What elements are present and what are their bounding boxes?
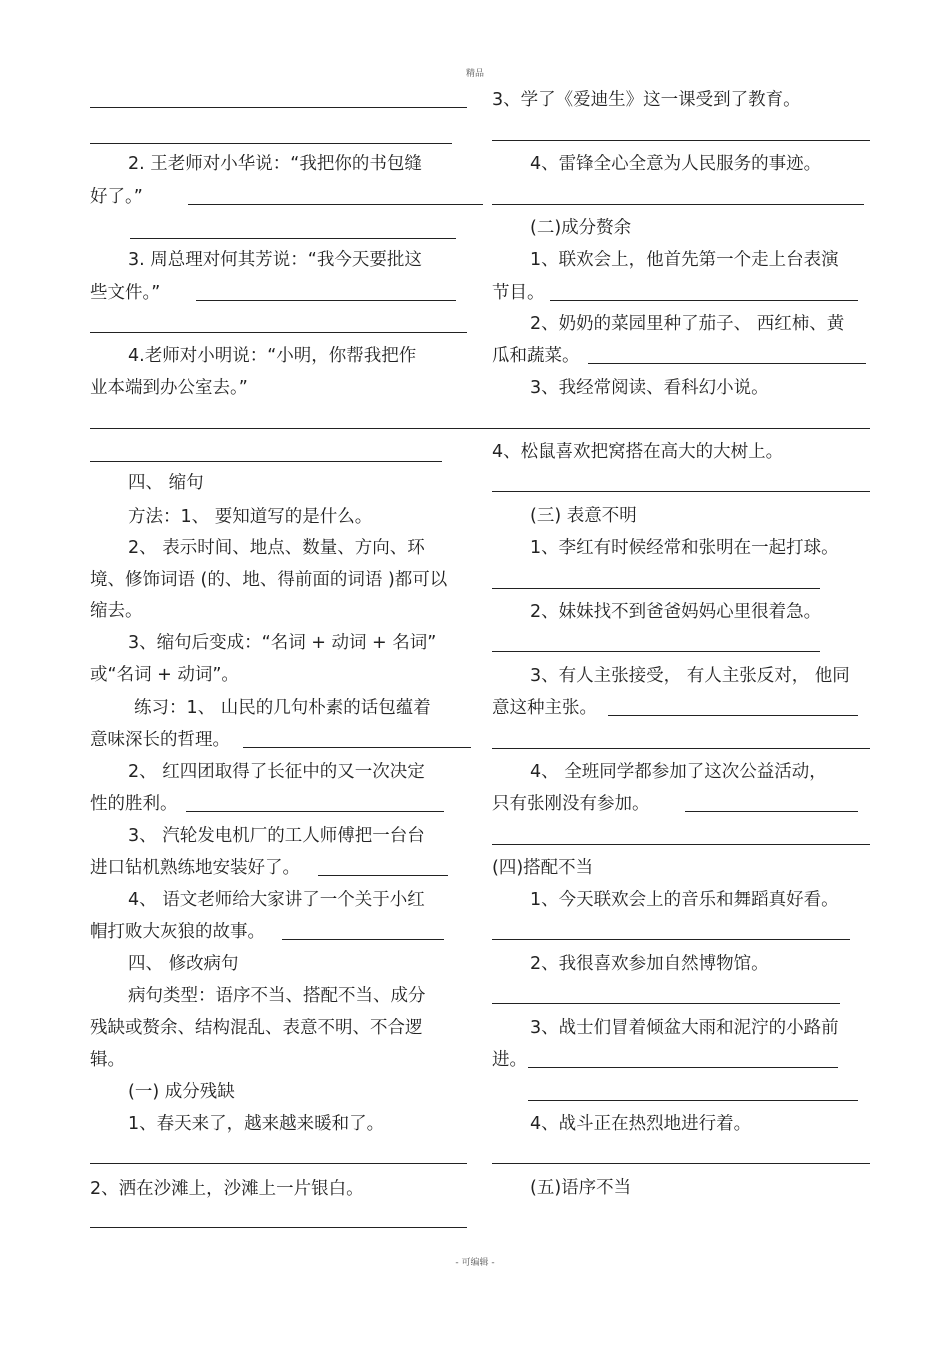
answer-line [528, 1100, 858, 1101]
answer-line [90, 1163, 467, 1164]
practice-1-line2: 意味深长的哲理。 [90, 730, 230, 750]
group-2-item-3: 3、我经常阅读、看科幻小说。 [530, 378, 769, 398]
group-4-item-2: 2、我很喜欢参加自然博物馆。 [530, 954, 769, 974]
answer-line [588, 363, 866, 364]
group-2-item-2-line1: 2、奶奶的菜园里种了茄子、 西红柿、黄 [530, 314, 845, 334]
answer-line [90, 332, 467, 333]
page-header: 精品 [465, 69, 484, 79]
answer-line [492, 844, 870, 845]
exercise-q3-line1: 3. 周总理对何其芳说：“我今天要批这 [128, 250, 422, 270]
answer-line [550, 300, 858, 301]
answer-line [90, 107, 467, 108]
exercise-q4-line1: 4.老师对小明说：“小明，你帮我把作 [128, 346, 417, 366]
group-4-item-3-line1: 3、战士们冒着倾盆大雨和泥泞的小路前 [530, 1018, 839, 1038]
group-3-title: (三) 表意不明 [530, 506, 637, 526]
method-2-line3: 缩去。 [90, 601, 143, 621]
practice-3-line1: 3、 汽轮发电机厂的工人师傅把一台台 [128, 826, 425, 846]
answer-line [243, 747, 471, 748]
answer-line [492, 1163, 870, 1164]
group-4-item-4: 4、战斗正在热烈地进行着。 [530, 1114, 752, 1134]
group-1-item-2: 2、洒在沙滩上，沙滩上一片银白。 [90, 1179, 364, 1199]
method-2-line1: 2、 表示时间、地点、数量、方向、环 [128, 538, 425, 558]
group-3-item-2: 2、妹妹找不到爸爸妈妈心里很着急。 [530, 602, 822, 622]
group-4-item-1: 1、今天联欢会上的音乐和舞蹈真好看。 [530, 890, 839, 910]
answer-line [492, 651, 820, 652]
answer-line [186, 811, 444, 812]
section-condense-title: 四、 缩句 [128, 473, 204, 493]
answer-line [528, 1067, 838, 1068]
group-3-item-1: 1、李红有时候经常和张明在一起打球。 [530, 538, 839, 558]
group-3-item-4-line1: 4、 全班同学都参加了这次公益活动， [530, 762, 827, 782]
group-1-item-1: 1、春天来了，越来越来暖和了。 [128, 1114, 385, 1134]
group-5-title: (五)语序不当 [530, 1178, 632, 1198]
practice-2-line1: 2、 红四团取得了长征中的又一次决定 [128, 762, 425, 782]
page-footer: - 可编辑 - [455, 1258, 495, 1268]
practice-4-line1: 4、 语文老师给大家讲了一个关于小红 [128, 890, 425, 910]
group-3-item-3-line2: 意这种主张。 [492, 698, 597, 718]
answer-line [492, 588, 820, 589]
group-4-title: (四)搭配不当 [492, 858, 594, 878]
group-3-item-3-line1: 3、有人主张接受， 有人主张反对， 他同 [530, 666, 850, 686]
answer-line [90, 143, 452, 144]
practice-2-line2: 性的胜利。 [90, 794, 178, 814]
answer-line [492, 1003, 840, 1004]
group-1-title: (一) 成分残缺 [128, 1082, 235, 1102]
answer-line [196, 300, 456, 301]
section-revise-title: 四、 修改病句 [128, 954, 239, 974]
group-3-item-4-line2: 只有张刚没有参加。 [492, 794, 650, 814]
practice-4-line2: 帽打败大灰狼的故事。 [90, 922, 265, 942]
practice-1-line1: 练习：1、 山民的几句朴素的话包蕴着 [134, 698, 431, 718]
method-3-line1: 3、缩句后变成：“名词 + 动词 + 名词” [128, 633, 437, 653]
answer-line [188, 204, 483, 205]
answer-line [492, 204, 864, 205]
exercise-q2-line1: 2. 王老师对小华说：“我把你的书包缝 [128, 154, 422, 174]
group-2-item-1-line2: 节目。 [492, 283, 545, 303]
right-item-3: 3、学了《爱迪生》这一课受到了教育。 [492, 90, 801, 110]
answer-line [282, 939, 444, 940]
answer-line [492, 491, 870, 492]
group-4-item-3-line2: 进。 [492, 1050, 527, 1070]
method-2-line2: 境、修饰词语 (的、地、得前面的词语 )都可以 [90, 570, 448, 590]
group-2-item-1-line1: 1、联欢会上，他首先第一个走上台表演 [530, 250, 839, 270]
answer-line [318, 875, 448, 876]
error-types-line1: 病句类型：语序不当、搭配不当、成分 [128, 986, 426, 1006]
answer-line [608, 715, 858, 716]
group-2-item-2-line2: 瓜和蔬菜。 [492, 346, 580, 366]
group-2-item-4: 4、松鼠喜欢把窝搭在高大的大树上。 [492, 442, 784, 462]
method-3-line2: 或“名词 + 动词”。 [90, 665, 239, 685]
answer-line [492, 140, 870, 141]
answer-line [90, 1227, 467, 1228]
exercise-q2-line2: 好了。” [90, 187, 143, 207]
exercise-q4-line2: 业本端到办公室去。” [90, 378, 248, 398]
exercise-q3-line2: 些文件。” [90, 283, 161, 303]
answer-line [492, 939, 850, 940]
practice-3-line2: 进口钻机熟练地安装好了。 [90, 858, 300, 878]
group-2-title: (二)成分赘余 [530, 218, 632, 238]
error-types-line3: 辑。 [90, 1050, 125, 1070]
method-1: 方法：1、 要知道写的是什么。 [128, 507, 373, 527]
answer-line [492, 748, 870, 749]
answer-line [90, 428, 870, 429]
answer-line [90, 461, 442, 462]
answer-line [685, 811, 858, 812]
error-types-line2: 残缺或赘余、结构混乱、表意不明、不合逻 [90, 1018, 423, 1038]
answer-line [130, 238, 456, 239]
right-item-4: 4、雷锋全心全意为人民服务的事迹。 [530, 154, 822, 174]
